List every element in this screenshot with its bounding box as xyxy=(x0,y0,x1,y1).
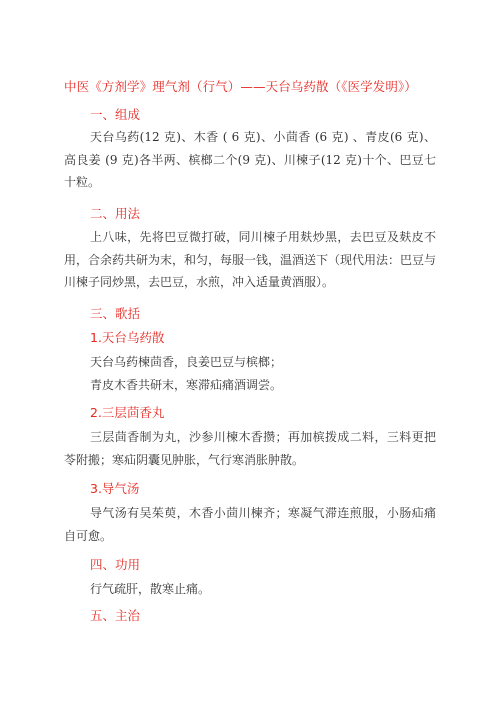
song-line-2: 青皮木香共研末，寒滞疝痛酒调尝。 xyxy=(90,378,283,392)
section-heading-usage: 二、用法 xyxy=(90,206,141,221)
composition-paragraph: 天台乌药(12 克)、木香 ( 6 克)、小茴香 (6 克) 、青皮(6 克)、高良姜 (9 克)各半两、槟榔二个(9 克)、川楝子(12 克)十个、巴豆七十粒。 xyxy=(64,130,436,190)
document-title: 中医《方剂学》理气剂（行气）——天台乌药散（《医学发明》） xyxy=(64,79,417,94)
section-heading-composition: 一、组成 xyxy=(90,107,141,122)
usage-paragraph: 上八味，先将巴豆微打破，同川楝子用麸炒黑，去巴豆及麸皮不用，合余药共研为末，和匀，每服一钱，温酒送下（现代用法：巴豆与川楝子同炒黑，去巴豆，水煎，冲入适量黄酒服）。 xyxy=(64,230,437,290)
song-subheading-tiantai: 1.天台乌药散 xyxy=(90,330,165,345)
section-heading-function: 四、功用 xyxy=(90,557,141,572)
song-paragraph-daoqi: 导气汤有吴茱萸，木香小茴川楝齐；寒凝气滞连煎服，小肠疝痛自可愈。 xyxy=(64,506,436,543)
section-heading-songs: 三、歌括 xyxy=(90,306,141,321)
function-line: 行气疏肝，散寒止痛。 xyxy=(90,582,211,596)
song-subheading-sanceng: 2.三层茴香丸 xyxy=(90,405,165,420)
song-subheading-daoqi: 3.导气汤 xyxy=(90,481,140,496)
song-paragraph-sanceng: 三层茴香制为丸，沙参川楝木香攒；再加槟拨成二料，三料更把苓附搬；寒疝阴囊见肿胀，气行寒消胀肿散。 xyxy=(64,430,436,467)
section-heading-indication: 五、主治 xyxy=(90,608,141,623)
song-line-1: 天台乌药楝茴香，良姜巴豆与槟榔； xyxy=(90,355,283,369)
